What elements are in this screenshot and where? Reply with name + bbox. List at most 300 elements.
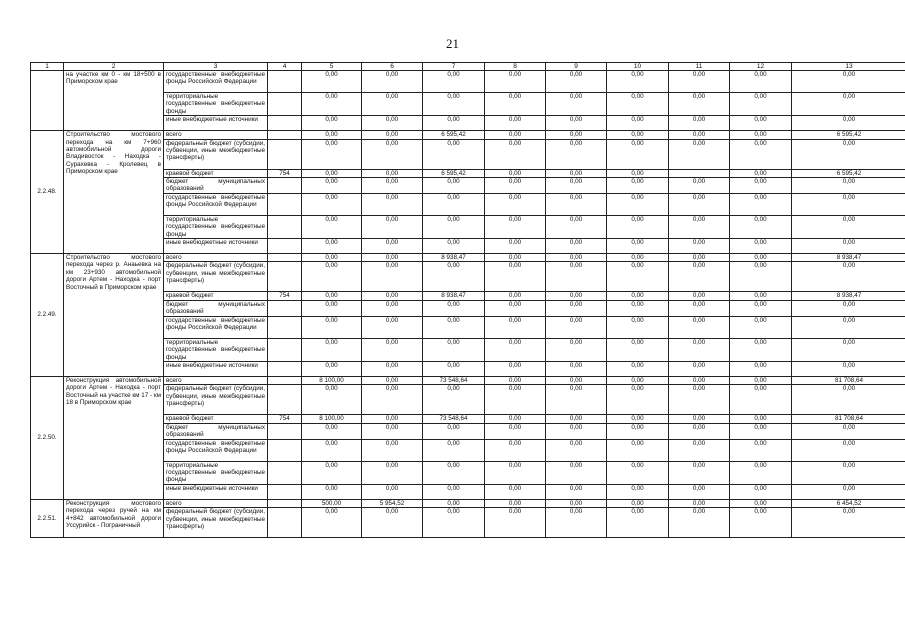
value-cell-col-10: 0,00 — [607, 316, 669, 338]
value-cell-col-8: 0,00 — [485, 385, 546, 415]
value-cell-col-11: 0,00 — [669, 376, 730, 384]
value-cell-col-8: 0,00 — [485, 193, 546, 215]
value-cell-col-13: 8 938,47 — [792, 292, 905, 300]
value-cell-col-13: 0,00 — [792, 215, 905, 238]
value-cell-col-6: 0,00 — [362, 338, 423, 361]
value-cell-col-13: 0,00 — [792, 193, 905, 215]
value-cell-col-8: 0,00 — [485, 499, 546, 507]
value-cell-col-12: 0,00 — [730, 361, 792, 376]
value-cell-col-10: 0,00 — [607, 508, 669, 538]
value-cell-col-6: 0,00 — [362, 484, 423, 499]
value-cell-col-9: 0,00 — [546, 71, 607, 93]
value-cell-col-12: 0,00 — [730, 239, 792, 254]
funding-source: всего — [164, 254, 268, 262]
value-cell-col-13: 0,00 — [792, 439, 905, 461]
value-cell-col-11: 0,00 — [669, 193, 730, 215]
value-cell-col-9: 0,00 — [546, 439, 607, 461]
value-cell-col-13: 6 454,52 — [792, 499, 905, 507]
value-cell-col-5: 0,00 — [302, 484, 362, 499]
value-cell-col-11: 0,00 — [669, 93, 730, 116]
value-cell-col-8: 0,00 — [485, 71, 546, 93]
column-header-7: 7 — [423, 63, 485, 71]
value-cell-col-10: 0,00 — [607, 423, 669, 439]
value-cell-col-13: 0,00 — [792, 116, 905, 131]
grbs-code — [268, 508, 302, 538]
value-cell-col-8: 0,00 — [485, 215, 546, 238]
value-cell-col-5: 0,00 — [302, 316, 362, 338]
value-cell-col-12: 0,00 — [730, 300, 792, 316]
value-cell-col-6: 0,00 — [362, 116, 423, 131]
value-cell-col-5: 0,00 — [302, 93, 362, 116]
value-cell-col-11: 0,00 — [669, 439, 730, 461]
funding-source: краевой бюджет — [164, 292, 268, 300]
value-cell-col-5: 0,00 — [302, 139, 362, 169]
value-cell-col-9: 0,00 — [546, 484, 607, 499]
value-cell-col-6: 0,00 — [362, 131, 423, 139]
value-cell-col-5: 0,00 — [302, 239, 362, 254]
funding-source: федеральный бюджет (субсидии, субвенции, иные межбюджетные трансферты) — [164, 385, 268, 415]
value-cell-col-11: 0,00 — [669, 254, 730, 262]
value-cell-col-10: 0,00 — [607, 239, 669, 254]
value-cell-col-12: 0,00 — [730, 139, 792, 169]
value-cell-col-5: 0,00 — [302, 508, 362, 538]
grbs-code — [268, 71, 302, 93]
value-cell-col-8: 0,00 — [485, 169, 546, 177]
value-cell-col-6: 0,00 — [362, 239, 423, 254]
column-header-11: 11 — [669, 63, 730, 71]
value-cell-col-11 — [669, 169, 730, 177]
value-cell-col-11: 0,00 — [669, 415, 730, 423]
funding-source: всего — [164, 376, 268, 384]
funding-source: всего — [164, 131, 268, 139]
value-cell-col-5: 0,00 — [302, 439, 362, 461]
value-cell-col-10: 0,00 — [607, 484, 669, 499]
value-cell-col-7: 0,00 — [423, 239, 485, 254]
value-cell-col-6: 0,00 — [362, 300, 423, 316]
column-header-12: 12 — [730, 63, 792, 71]
value-cell-col-10: 0,00 — [607, 193, 669, 215]
grbs-code — [268, 131, 302, 139]
value-cell-col-6: 0,00 — [362, 139, 423, 169]
column-header-6: 6 — [362, 63, 423, 71]
value-cell-col-6: 0,00 — [362, 461, 423, 484]
grbs-code — [268, 338, 302, 361]
value-cell-col-12: 0,00 — [730, 262, 792, 292]
item-code: 2.2.51. — [31, 499, 64, 537]
value-cell-col-13: 8 938,47 — [792, 254, 905, 262]
value-cell-col-10: 0,00 — [607, 300, 669, 316]
item-code: 2.2.50. — [31, 376, 64, 499]
value-cell-col-5: 0,00 — [302, 116, 362, 131]
value-cell-col-7: 0,00 — [423, 300, 485, 316]
value-cell-col-5: 0,00 — [302, 215, 362, 238]
value-cell-col-13: 0,00 — [792, 300, 905, 316]
value-cell-col-7: 8 938,47 — [423, 254, 485, 262]
value-cell-col-12: 0,00 — [730, 93, 792, 116]
value-cell-col-6: 0,00 — [362, 169, 423, 177]
value-cell-col-12: 0,00 — [730, 499, 792, 507]
grbs-code — [268, 193, 302, 215]
value-cell-col-7: 0,00 — [423, 178, 485, 194]
value-cell-col-12: 0,00 — [730, 169, 792, 177]
funding-source: всего — [164, 499, 268, 507]
value-cell-col-12: 0,00 — [730, 131, 792, 139]
funding-source: территориальные государственные внебюджетные фонды — [164, 215, 268, 238]
value-cell-col-7: 0,00 — [423, 423, 485, 439]
value-cell-col-10: 0,00 — [607, 116, 669, 131]
value-cell-col-7: 0,00 — [423, 116, 485, 131]
value-cell-col-13: 0,00 — [792, 385, 905, 415]
funding-source: государственные внебюджетные фонды Российской Федерации — [164, 193, 268, 215]
value-cell-col-7: 73 548,64 — [423, 415, 485, 423]
table-row — [31, 71, 905, 93]
value-cell-col-11: 0,00 — [669, 239, 730, 254]
grbs-code — [268, 316, 302, 338]
value-cell-col-7: 0,00 — [423, 508, 485, 538]
value-cell-col-7: 0,00 — [423, 484, 485, 499]
grbs-code — [268, 484, 302, 499]
value-cell-col-11: 0,00 — [669, 116, 730, 131]
value-cell-col-6: 0,00 — [362, 361, 423, 376]
column-header-3: 3 — [164, 63, 268, 71]
value-cell-col-5: 8 100,00 — [302, 415, 362, 423]
value-cell-col-9: 0,00 — [546, 508, 607, 538]
value-cell-col-12: 0,00 — [730, 215, 792, 238]
value-cell-col-5: 0,00 — [302, 385, 362, 415]
value-cell-col-7: 0,00 — [423, 262, 485, 292]
value-cell-col-13: 81 708,64 — [792, 376, 905, 384]
value-cell-col-5: 0,00 — [302, 338, 362, 361]
value-cell-col-12: 0,00 — [730, 484, 792, 499]
value-cell-col-13: 0,00 — [792, 338, 905, 361]
table-header — [31, 63, 905, 71]
grbs-code — [268, 461, 302, 484]
value-cell-col-8: 0,00 — [485, 131, 546, 139]
value-cell-col-6: 5 954,52 — [362, 499, 423, 507]
column-header-8: 8 — [485, 63, 546, 71]
value-cell-col-8: 0,00 — [485, 376, 546, 384]
value-cell-col-10: 0,00 — [607, 254, 669, 262]
value-cell-col-11: 0,00 — [669, 71, 730, 93]
value-cell-col-11: 0,00 — [669, 139, 730, 169]
value-cell-col-7: 0,00 — [423, 71, 485, 93]
value-cell-col-10: 0,00 — [607, 376, 669, 384]
value-cell-col-6: 0,00 — [362, 93, 423, 116]
value-cell-col-11: 0,00 — [669, 300, 730, 316]
value-cell-col-9: 0,00 — [546, 499, 607, 507]
value-cell-col-13: 0,00 — [792, 423, 905, 439]
value-cell-col-10: 0,00 — [607, 461, 669, 484]
value-cell-col-9: 0,00 — [546, 461, 607, 484]
funding-source: федеральный бюджет (субсидии, субвенции, иные межбюджетные трансферты) — [164, 262, 268, 292]
value-cell-col-5: 0,00 — [302, 292, 362, 300]
value-cell-col-10: 0,00 — [607, 262, 669, 292]
grbs-code — [268, 385, 302, 415]
value-cell-col-12: 0,00 — [730, 193, 792, 215]
item-code: 2.2.48. — [31, 131, 64, 254]
grbs-code — [268, 262, 302, 292]
grbs-code — [268, 139, 302, 169]
value-cell-col-11: 0,00 — [669, 131, 730, 139]
value-cell-col-6: 0,00 — [362, 254, 423, 262]
table-row — [31, 376, 905, 384]
value-cell-col-8: 0,00 — [485, 262, 546, 292]
grbs-code: 754 — [268, 415, 302, 423]
funding-source: иные внебюджетные источники — [164, 116, 268, 131]
header-row — [31, 63, 905, 71]
value-cell-col-10: 0,00 — [607, 93, 669, 116]
funding-source: иные внебюджетные источники — [164, 484, 268, 499]
table-row — [31, 254, 905, 262]
value-cell-col-13: 0,00 — [792, 361, 905, 376]
item-name: Строительство мостового перехода через р. Анаьевка на км 23+930 автомобильной дороги Артем - Находка - порт Восточный в Приморском крае — [64, 254, 164, 377]
funding-source: федеральный бюджет (субсидии, субвенции, иные межбюджетные трансферты) — [164, 139, 268, 169]
funding-source: государственные внебюджетные фонды Российской Федерации — [164, 316, 268, 338]
value-cell-col-6: 0,00 — [362, 193, 423, 215]
value-cell-col-8: 0,00 — [485, 239, 546, 254]
value-cell-col-9: 0,00 — [546, 376, 607, 384]
value-cell-col-7: 0,00 — [423, 439, 485, 461]
grbs-code — [268, 215, 302, 238]
value-cell-col-11: 0,00 — [669, 338, 730, 361]
value-cell-col-8: 0,00 — [485, 439, 546, 461]
value-cell-col-7: 6 595,42 — [423, 131, 485, 139]
value-cell-col-13: 0,00 — [792, 178, 905, 194]
item-name: Реконструкция мостового перехода через ручей на км 4+842 автомобильной дороги Уссурийск - Пограничный — [64, 499, 164, 537]
value-cell-col-9: 0,00 — [546, 385, 607, 415]
value-cell-col-9: 0,00 — [546, 169, 607, 177]
value-cell-col-7: 0,00 — [423, 316, 485, 338]
value-cell-col-10: 0,00 — [607, 415, 669, 423]
value-cell-col-12: 0,00 — [730, 116, 792, 131]
value-cell-col-11: 0,00 — [669, 484, 730, 499]
value-cell-col-8: 0,00 — [485, 508, 546, 538]
value-cell-col-12: 0,00 — [730, 423, 792, 439]
funding-source: государственные внебюджетные фонды Российской Федерации — [164, 439, 268, 461]
value-cell-col-13: 0,00 — [792, 316, 905, 338]
value-cell-col-13: 0,00 — [792, 262, 905, 292]
value-cell-col-7: 6 595,42 — [423, 169, 485, 177]
table-row — [31, 499, 905, 507]
value-cell-col-11: 0,00 — [669, 385, 730, 415]
value-cell-col-13: 0,00 — [792, 139, 905, 169]
value-cell-col-6: 0,00 — [362, 508, 423, 538]
grbs-code — [268, 423, 302, 439]
value-cell-col-11: 0,00 — [669, 316, 730, 338]
value-cell-col-13: 6 595,42 — [792, 169, 905, 177]
value-cell-col-6: 0,00 — [362, 215, 423, 238]
value-cell-col-7: 0,00 — [423, 139, 485, 169]
value-cell-col-10: 0,00 — [607, 292, 669, 300]
table-row — [31, 131, 905, 139]
value-cell-col-9: 0,00 — [546, 292, 607, 300]
value-cell-col-10: 0,00 — [607, 499, 669, 507]
value-cell-col-12: 0,00 — [730, 376, 792, 384]
value-cell-col-9: 0,00 — [546, 262, 607, 292]
funding-source: территориальные государственные внебюджетные фонды — [164, 461, 268, 484]
value-cell-col-9: 0,00 — [546, 193, 607, 215]
value-cell-col-8: 0,00 — [485, 254, 546, 262]
funding-source: территориальные государственные внебюджетные фонды — [164, 93, 268, 116]
value-cell-col-13: 0,00 — [792, 239, 905, 254]
value-cell-col-7: 0,00 — [423, 193, 485, 215]
item-name: Строительство мостового перехода на км 7+960 автомобильной дороги Владивосток - Находка - Сурахевка - Кролевец в Приморском крае — [64, 131, 164, 254]
value-cell-col-12: 0,00 — [730, 316, 792, 338]
value-cell-col-10: 0,00 — [607, 169, 669, 177]
grbs-code — [268, 178, 302, 194]
value-cell-col-12: 0,00 — [730, 71, 792, 93]
value-cell-col-11: 0,00 — [669, 262, 730, 292]
value-cell-col-7: 0,00 — [423, 93, 485, 116]
funding-source: иные внебюджетные источники — [164, 239, 268, 254]
item-code — [31, 71, 64, 131]
funding-source: иные внебюджетные источники — [164, 361, 268, 376]
value-cell-col-12: 0,00 — [730, 178, 792, 194]
value-cell-col-8: 0,00 — [485, 484, 546, 499]
column-header-1: 1 — [31, 63, 64, 71]
value-cell-col-8: 0,00 — [485, 116, 546, 131]
value-cell-col-5: 0,00 — [302, 178, 362, 194]
value-cell-col-10: 0,00 — [607, 385, 669, 415]
value-cell-col-12: 0,00 — [730, 385, 792, 415]
value-cell-col-12: 0,00 — [730, 254, 792, 262]
grbs-code — [268, 93, 302, 116]
value-cell-col-13: 0,00 — [792, 508, 905, 538]
value-cell-col-6: 0,00 — [362, 316, 423, 338]
value-cell-col-6: 0,00 — [362, 178, 423, 194]
value-cell-col-5: 8 100,00 — [302, 376, 362, 384]
value-cell-col-7: 0,00 — [423, 361, 485, 376]
item-name: на участке км 0 - км 18+500 в Приморском крае — [64, 71, 164, 131]
value-cell-col-13: 0,00 — [792, 71, 905, 93]
value-cell-col-9: 0,00 — [546, 300, 607, 316]
value-cell-col-13: 0,00 — [792, 93, 905, 116]
funding-source: государственные внебюджетные фонды Российской Федерации — [164, 71, 268, 93]
budget-table — [30, 62, 905, 538]
value-cell-col-10: 0,00 — [607, 71, 669, 93]
value-cell-col-13: 0,00 — [792, 461, 905, 484]
column-header-10: 10 — [607, 63, 669, 71]
value-cell-col-9: 0,00 — [546, 423, 607, 439]
value-cell-col-10: 0,00 — [607, 439, 669, 461]
value-cell-col-7: 0,00 — [423, 499, 485, 507]
column-header-2: 2 — [64, 63, 164, 71]
value-cell-col-12: 0,00 — [730, 461, 792, 484]
value-cell-col-8: 0,00 — [485, 93, 546, 116]
grbs-code — [268, 239, 302, 254]
value-cell-col-6: 0,00 — [362, 415, 423, 423]
value-cell-col-11: 0,00 — [669, 499, 730, 507]
value-cell-col-8: 0,00 — [485, 338, 546, 361]
value-cell-col-5: 0,00 — [302, 131, 362, 139]
funding-source: бюджет муниципальных образований — [164, 178, 268, 194]
value-cell-col-5: 0,00 — [302, 361, 362, 376]
funding-source: краевой бюджет — [164, 415, 268, 423]
value-cell-col-12: 0,00 — [730, 338, 792, 361]
value-cell-col-8: 0,00 — [485, 361, 546, 376]
funding-source: территориальные государственные внебюджетные фонды — [164, 338, 268, 361]
grbs-code: 754 — [268, 169, 302, 177]
value-cell-col-5: 0,00 — [302, 423, 362, 439]
value-cell-col-9: 0,00 — [546, 361, 607, 376]
value-cell-col-9: 0,00 — [546, 139, 607, 169]
value-cell-col-5: 0,00 — [302, 254, 362, 262]
value-cell-col-13: 0,00 — [792, 484, 905, 499]
value-cell-col-9: 0,00 — [546, 116, 607, 131]
grbs-code — [268, 254, 302, 262]
value-cell-col-10: 0,00 — [607, 215, 669, 238]
value-cell-col-7: 0,00 — [423, 385, 485, 415]
grbs-code — [268, 116, 302, 131]
value-cell-col-11: 0,00 — [669, 215, 730, 238]
value-cell-col-8: 0,00 — [485, 415, 546, 423]
value-cell-col-7: 0,00 — [423, 215, 485, 238]
funding-source: бюджет муниципальных образований — [164, 300, 268, 316]
value-cell-col-9: 0,00 — [546, 338, 607, 361]
value-cell-col-9: 0,00 — [546, 239, 607, 254]
value-cell-col-9: 0,00 — [546, 215, 607, 238]
grbs-code — [268, 439, 302, 461]
grbs-code: 754 — [268, 292, 302, 300]
funding-source: бюджет муниципальных образований — [164, 423, 268, 439]
grbs-code — [268, 499, 302, 507]
grbs-code — [268, 376, 302, 384]
value-cell-col-7: 8 938,47 — [423, 292, 485, 300]
value-cell-col-8: 0,00 — [485, 178, 546, 194]
value-cell-col-7: 73 548,64 — [423, 376, 485, 384]
grbs-code — [268, 361, 302, 376]
value-cell-col-6: 0,00 — [362, 71, 423, 93]
item-code: 2.2.49. — [31, 254, 64, 377]
value-cell-col-10: 0,00 — [607, 131, 669, 139]
value-cell-col-6: 0,00 — [362, 385, 423, 415]
value-cell-col-5: 0,00 — [302, 461, 362, 484]
value-cell-col-9: 0,00 — [546, 178, 607, 194]
value-cell-col-5: 500,00 — [302, 499, 362, 507]
value-cell-col-5: 0,00 — [302, 193, 362, 215]
value-cell-col-12: 0,00 — [730, 415, 792, 423]
value-cell-col-5: 0,00 — [302, 262, 362, 292]
value-cell-col-8: 0,00 — [485, 423, 546, 439]
grbs-code — [268, 300, 302, 316]
value-cell-col-9: 0,00 — [546, 93, 607, 116]
value-cell-col-7: 0,00 — [423, 461, 485, 484]
value-cell-col-5: 0,00 — [302, 300, 362, 316]
funding-source: федеральный бюджет (субсидии, субвенции, иные межбюджетные трансферты) — [164, 508, 268, 538]
value-cell-col-13: 81 708,64 — [792, 415, 905, 423]
value-cell-col-12: 0,00 — [730, 439, 792, 461]
value-cell-col-8: 0,00 — [485, 139, 546, 169]
value-cell-col-6: 0,00 — [362, 439, 423, 461]
value-cell-col-8: 0,00 — [485, 300, 546, 316]
value-cell-col-6: 0,00 — [362, 376, 423, 384]
value-cell-col-9: 0,00 — [546, 316, 607, 338]
funding-source: краевой бюджет — [164, 169, 268, 177]
value-cell-col-11: 0,00 — [669, 292, 730, 300]
column-header-13: 13 — [792, 63, 905, 71]
table-body — [31, 71, 905, 538]
value-cell-col-11: 0,00 — [669, 508, 730, 538]
value-cell-col-5: 0,00 — [302, 71, 362, 93]
value-cell-col-10: 0,00 — [607, 338, 669, 361]
value-cell-col-11: 0,00 — [669, 178, 730, 194]
value-cell-col-11: 0,00 — [669, 423, 730, 439]
value-cell-col-7: 0,00 — [423, 338, 485, 361]
value-cell-col-9: 0,00 — [546, 131, 607, 139]
value-cell-col-13: 6 595,42 — [792, 131, 905, 139]
value-cell-col-8: 0,00 — [485, 461, 546, 484]
column-header-5: 5 — [302, 63, 362, 71]
